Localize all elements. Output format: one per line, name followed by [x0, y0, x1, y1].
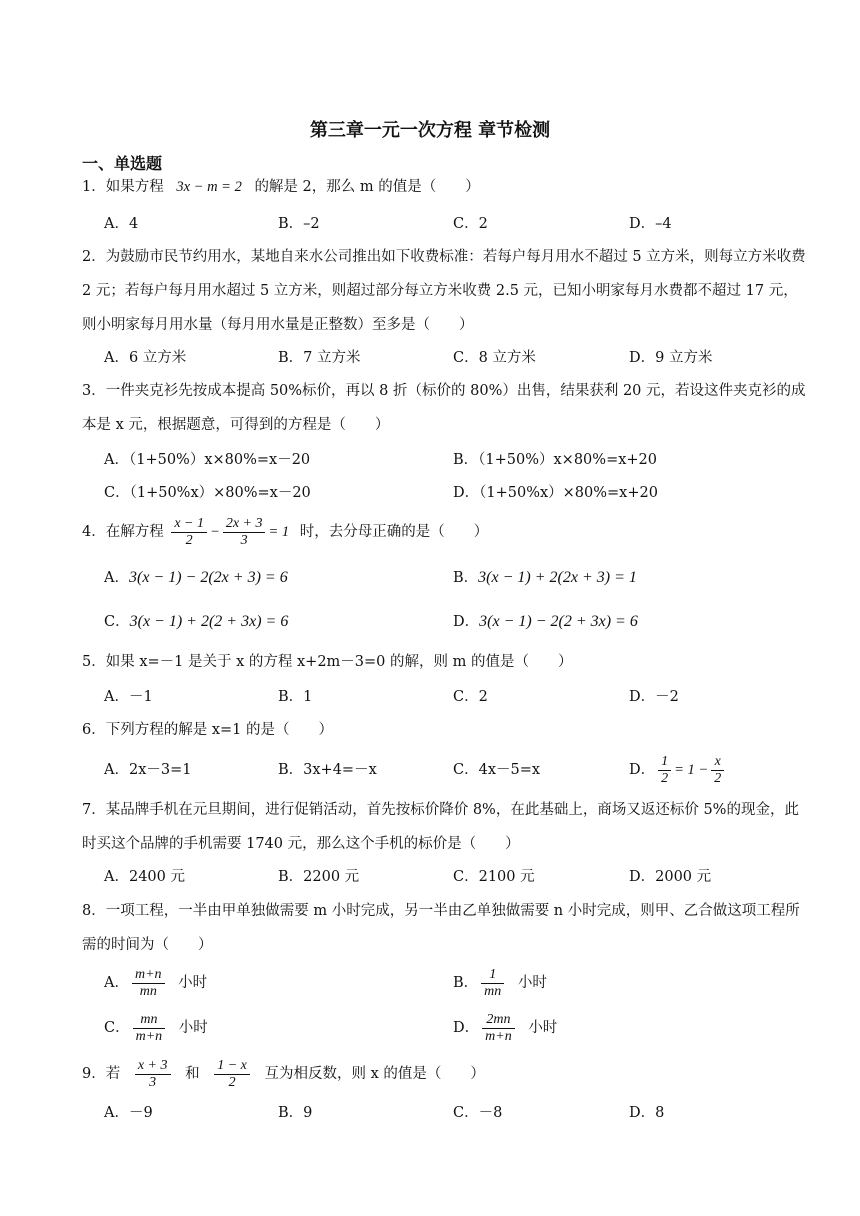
q4-option-c-label: C． [104, 614, 130, 630]
q4-option-c-expression: 3(x − 1) + 2(2 + 3x) = 6 [129, 613, 289, 630]
q4-option-b [453, 568, 637, 588]
q8-option-d-label: D． [453, 1020, 480, 1036]
question-7: 7．某品牌手机在元旦期间，进行促销活动，首先按标价降价 8%，在此基础上，商场又返还标价 5%的现金，此时买这个品牌的手机需要 1740 元，那么这个手机的标价是（ ） [82, 802, 799, 852]
q4-minus: − [210, 524, 220, 540]
q8-option-b [453, 963, 547, 1003]
q8-option-c-label: C． [104, 1020, 130, 1036]
q4-option-c [104, 612, 288, 632]
q4-fraction-1 [171, 516, 207, 549]
q8-option-a [104, 963, 207, 1003]
q8-option-d-unit: 小时 [528, 1020, 558, 1036]
q6-option-d-label: D． [629, 762, 656, 778]
q1-option-a: A．4 [104, 216, 139, 232]
q5-option-d: D．－2 [629, 689, 679, 705]
q1-prefix: 1．如果方程 [82, 179, 164, 195]
q6-option-d-middle: = 1 − [674, 762, 709, 778]
question-2: 2．为鼓励市民节约用水，某地自来水公司推出如下收费标准：若每户每月用水不超过 5 立方米，则每立方米收费 2 元；若每户每月用水超过 5 立方米，则超过部分每立方米收费 2.5 元，已知小明家每月水费都不超过 17 元，则小明家每月用水量（每月用水量是正整数）至多是（ ） [82, 249, 806, 333]
q8-option-b-denominator: mn [484, 983, 502, 999]
section-heading: 一、单选题 [82, 154, 163, 173]
q6-option-c: C．4x－5=x [453, 762, 541, 778]
q1-option-c: C．2 [453, 216, 488, 232]
q6-option-d-fraction-1 [658, 754, 671, 787]
q4-option-d [453, 612, 638, 632]
q9-option-d: D．8 [629, 1105, 665, 1121]
q9-fraction-2-denominator: 2 [228, 1074, 236, 1090]
q1-option-b: B．–2 [278, 216, 320, 232]
q8-option-c-unit: 小时 [178, 1020, 208, 1036]
q8-option-d-denominator: m+n [485, 1028, 512, 1044]
question-6: 6．下列方程的解是 x=1 的是（ ） [82, 722, 333, 738]
q4-fraction-2-denominator: 3 [240, 532, 248, 548]
q3-option-c: C．（1+50%x）×80%=x－20 [104, 485, 311, 501]
q8-option-a-unit: 小时 [178, 975, 208, 991]
q5-option-a: A．－1 [104, 689, 153, 705]
q2-option-a: A．6 立方米 [104, 350, 187, 366]
q8-option-a-label: A． [104, 975, 129, 991]
question-5: 5．如果 x=－1 是关于 x 的方程 x+2m－3=0 的解，则 m 的值是（ ） [82, 654, 573, 670]
question-3: 3．一件夹克衫先按成本提高 50%标价，再以 8 折（标价的 80%）出售，结果获利 20 元，若设这件夹克衫的成本是 x 元，根据题意，可得到的方程是（ ） [82, 383, 806, 433]
q4-fraction-2-numerator: 2x + 3 [223, 516, 266, 533]
q1-option-d: D．–4 [629, 216, 672, 232]
q9-suffix: 互为相反数，则 x 的值是（ ） [264, 1066, 485, 1082]
q4-option-d-expression: 3(x − 1) − 2(2 + 3x) = 6 [479, 613, 638, 630]
q8-option-c-numerator: mn [133, 1012, 166, 1029]
document-title: 第三章一元一次方程 章节检测 [309, 120, 551, 141]
q3-option-d: D．（1+50%x）×80%=x+20 [453, 485, 658, 501]
q7-option-b: B．2200 元 [278, 869, 360, 885]
q7-option-c: C．2100 元 [453, 869, 535, 885]
q8-option-a-fraction [132, 967, 165, 1000]
q9-and: 和 [185, 1066, 200, 1082]
q8-option-b-label: B． [453, 975, 479, 991]
q4-prefix: 4．在解方程 [82, 524, 164, 540]
q8-option-d-numerator: 2mn [482, 1012, 515, 1029]
q8-option-b-unit: 小时 [517, 975, 547, 991]
q3-option-b: B．（1+50%）x×80%=x+20 [453, 452, 657, 468]
q6-option-d-fraction-1-denominator: 2 [661, 770, 669, 786]
q4-suffix: 时，去分母正确的是（ ） [299, 524, 489, 540]
question-4 [82, 514, 808, 550]
q4-option-d-label: D． [453, 614, 480, 630]
q4-option-b-expression: 3(x − 1) + 2(2x + 3) = 1 [478, 569, 637, 586]
q4-fraction-2 [223, 516, 266, 549]
q8-option-b-fraction [481, 967, 504, 1000]
q8-option-c [104, 1008, 208, 1048]
q7-option-d: D．2000 元 [629, 869, 712, 885]
q6-option-b: B．3x+4=－x [278, 762, 377, 778]
q8-option-c-fraction [133, 1012, 166, 1045]
q7-option-a: A．2400 元 [104, 869, 185, 885]
q9-fraction-1-numerator: x + 3 [135, 1058, 171, 1075]
question-9 [82, 1054, 808, 1094]
q9-option-b: B．9 [278, 1105, 313, 1121]
q9-fraction-2 [214, 1058, 250, 1091]
q4-fraction-1-denominator: 2 [185, 532, 193, 548]
q2-option-c: C．8 立方米 [453, 350, 536, 366]
q5-option-b: B．1 [278, 689, 313, 705]
q5-option-c: C．2 [453, 689, 488, 705]
q4-option-a-expression: 3(x − 1) − 2(2x + 3) = 6 [128, 569, 288, 586]
q3-option-a: A．（1+50%）x×80%=x－20 [104, 452, 311, 468]
q8-option-c-denominator: m+n [135, 1028, 163, 1044]
q9-option-a: A．－9 [104, 1105, 153, 1121]
q4-rhs: = 1 [268, 524, 290, 540]
question-8: 8．一项工程，一半由甲单独做需要 m 小时完成，另一半由乙单独做需要 n 小时完成，则甲、乙合做这项工程所需的时间为（ ） [82, 903, 800, 953]
q8-option-a-denominator: mn [139, 983, 157, 999]
q6-option-d-fraction-2-denominator: 2 [714, 770, 722, 786]
q8-option-b-numerator: 1 [481, 967, 504, 984]
q6-option-d-fraction-2-numerator: x [711, 754, 724, 771]
q9-fraction-2-numerator: 1 − x [214, 1058, 250, 1075]
q8-option-d-fraction [482, 1012, 515, 1045]
q9-fraction-1-denominator: 3 [149, 1074, 157, 1090]
q9-prefix: 9．若 [82, 1066, 121, 1082]
q4-option-b-label: B． [453, 570, 479, 586]
q6-option-d-fraction-2 [711, 754, 724, 787]
q8-option-a-numerator: m+n [132, 967, 165, 984]
q1-suffix: 的解是 2，那么 m 的值是（ ） [254, 179, 480, 195]
q6-option-d-fraction-1-numerator: 1 [658, 754, 671, 771]
q8-option-d [453, 1008, 557, 1048]
q4-fraction-1-numerator: x − 1 [171, 516, 207, 533]
question-1 [82, 170, 808, 204]
q9-fraction-1 [135, 1058, 171, 1091]
q4-option-a [104, 568, 288, 588]
q9-option-c: C．－8 [453, 1105, 503, 1121]
q2-option-b: B．7 立方米 [278, 350, 361, 366]
q1-equation: 3x − m = 2 [176, 179, 242, 195]
q2-option-d: D．9 立方米 [629, 350, 713, 366]
q4-option-a-label: A． [104, 570, 129, 586]
q6-option-d [629, 750, 727, 790]
q6-option-a: A．2x－3=1 [104, 762, 192, 778]
